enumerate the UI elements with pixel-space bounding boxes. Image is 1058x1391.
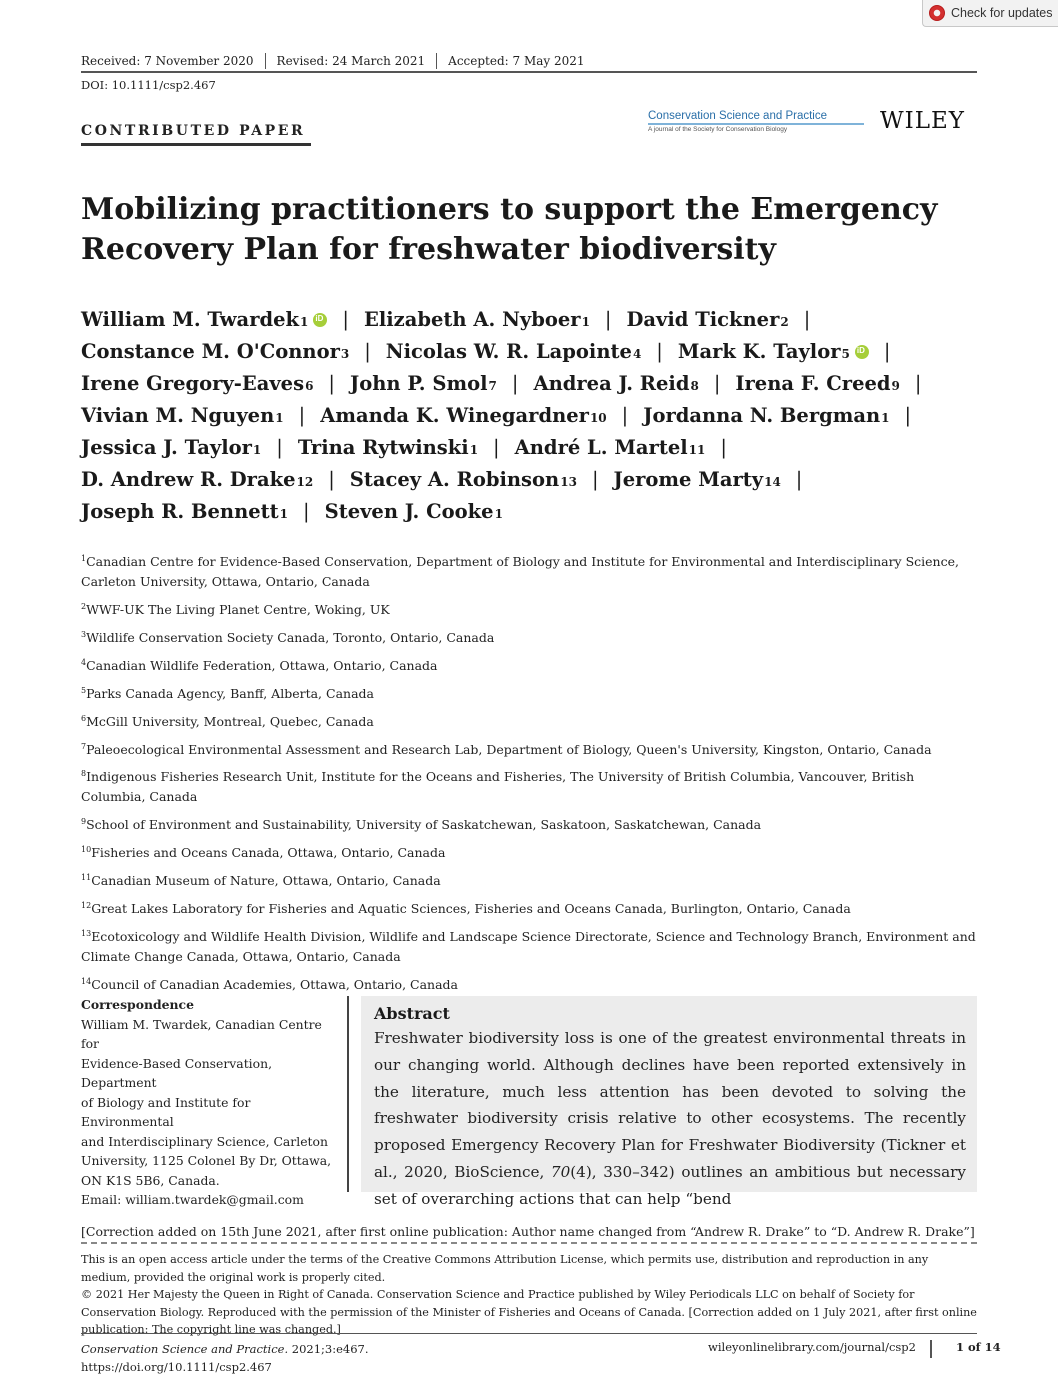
open-access-statement: This is an open access article under the terms of the Creative Commons Attribution License, which permits use, distribution and reproduction in any medium, provided the original work is properly cited. — [81, 1253, 929, 1284]
check-for-updates-label: Check for updates — [951, 6, 1053, 20]
footer-volume: 2021;3:e467. — [288, 1342, 369, 1356]
journal-subtitle: A journal of the Society for Conservation Biology — [648, 126, 788, 133]
column-divider — [347, 996, 349, 1192]
author-affil-ref: 1 — [300, 315, 309, 329]
author-affil-ref: 11 — [688, 443, 706, 457]
author-separator: | — [303, 500, 310, 523]
title-line-2: Recovery Plan for freshwater biodiversity — [81, 232, 776, 267]
affiliation-item — [81, 653, 976, 676]
author-separator: | — [511, 372, 519, 395]
correspondence-email[interactable]: Email: william.twardek@gmail.com — [81, 1192, 304, 1207]
author-name: William M. Twardek — [81, 308, 300, 331]
affiliation-item — [81, 868, 976, 891]
section-label-rule — [81, 143, 311, 146]
author-separator: | — [591, 468, 599, 491]
author-list — [81, 308, 981, 532]
author-affil-ref: 7 — [488, 379, 497, 393]
affiliation-text: Council of Canadian Academies, Ottawa, Ontario, Canada — [91, 976, 458, 992]
affiliation-text: WWF-UK The Living Planet Centre, Woking, UK — [86, 601, 390, 617]
author-separator: | — [713, 372, 721, 395]
footer-rule — [81, 1333, 977, 1334]
affiliation-number: 12 — [81, 901, 92, 911]
affiliation-item — [81, 709, 976, 732]
author-name: Vivian M. Nguyen — [81, 404, 275, 427]
title-line-1: Mobilizing practitioners to support the Emergency — [81, 192, 938, 227]
author-name: David Tickner — [626, 308, 780, 331]
journal-logo — [648, 110, 864, 133]
author-separator: | — [342, 308, 349, 331]
license-block — [81, 1251, 977, 1339]
author-separator: | — [604, 308, 612, 331]
author-affil-ref: 9 — [891, 379, 900, 393]
author-affil-ref: 1 — [494, 507, 503, 521]
author-affil-ref: 8 — [690, 379, 699, 393]
affiliation-item — [81, 972, 976, 995]
article-title — [81, 190, 961, 270]
author-separator: | — [883, 340, 891, 363]
abstract-box — [361, 996, 977, 1208]
affiliation-number: 14 — [81, 976, 92, 986]
abstract-text-part: (4), 330–342) outlines an ambitious but necessary set of overarching actions that can help “bend — [374, 1162, 966, 1208]
footer-citation-line — [81, 1340, 369, 1358]
article-doi[interactable]: DOI: 10.1111/csp2.467 — [81, 78, 216, 92]
affiliation-list — [81, 549, 976, 1000]
correspondence-line: and Interdisciplinary Science, Carleton — [81, 1133, 328, 1149]
affiliation-number: 2 — [81, 601, 87, 611]
footer-citation — [81, 1340, 369, 1376]
revised-date: Revised: 24 March 2021 — [266, 53, 438, 69]
author-affil-ref: 2 — [780, 315, 789, 329]
footer-doi-link[interactable]: https://doi.org/10.1111/csp2.467 — [81, 1360, 272, 1374]
author-separator: | — [364, 340, 371, 363]
author-name: Constance M. O'Connor — [81, 340, 340, 363]
affiliation-number: 4 — [81, 657, 87, 667]
affiliation-text: Paleoecological Environmental Assessment and Research Lab, Department of Biology, Queen's University, Kingston, Ontario, Canada — [86, 741, 932, 757]
crossmark-icon — [929, 5, 945, 21]
author-line — [81, 340, 981, 372]
affiliation-item — [81, 597, 976, 620]
affiliation-number: 13 — [81, 929, 92, 938]
author-name: Jessica J. Taylor — [81, 436, 252, 459]
affiliation-item — [81, 549, 976, 591]
affiliation-text: School of Environment and Sustainability, University of Saskatchewan, Saskatoon, Saskatchewan, Canada — [86, 817, 762, 833]
author-separator: | — [298, 404, 306, 427]
author-separator: | — [656, 340, 663, 363]
affiliation-number: 8 — [81, 769, 87, 779]
affiliation-number: 1 — [81, 554, 87, 563]
header-rule — [81, 71, 977, 73]
affiliation-text: Ecotoxicology and Wildlife Health Division, Wildlife and Landscape Science Directorate, Science and Technology Branch, Environment and Climate Change Canada, Ottawa, Ontario, Canada — [81, 929, 976, 964]
affiliation-text: Indigenous Fisheries Research Unit, Institute for the Oceans and Fisheries, The University of British Columbia, Vancouver, British Columbia, Canada — [81, 769, 915, 805]
author-name: D. Andrew R. Drake — [81, 468, 296, 491]
author-line — [81, 372, 981, 404]
correspondence-line: Evidence-Based Conservation, Department — [81, 1055, 273, 1090]
received-date: Received: 7 November 2020 — [81, 53, 266, 69]
affiliation-number: 3 — [81, 629, 87, 639]
affiliation-item — [81, 737, 976, 760]
affiliation-text: McGill University, Montreal, Quebec, Canada — [86, 713, 374, 729]
author-name: Trina Rytwinski — [297, 436, 469, 459]
author-affil-ref: 1 — [581, 315, 590, 329]
author-name: John P. Smol — [350, 372, 488, 395]
author-line — [81, 436, 981, 468]
author-separator: | — [803, 308, 811, 331]
affiliation-number: 11 — [81, 873, 92, 883]
publisher-logo: WILEY — [880, 108, 965, 134]
abstract-volume: 70 — [550, 1162, 571, 1181]
affiliation-number: 9 — [81, 817, 87, 827]
affiliation-item — [81, 764, 976, 806]
author-affil-ref: 1 — [275, 411, 284, 425]
author-line — [81, 468, 981, 500]
affiliation-text: Canadian Wildlife Federation, Ottawa, Ontario, Canada — [86, 657, 438, 673]
correspondence-line: ON K1S 5B6, Canada. — [81, 1172, 220, 1188]
author-affil-ref: 5 — [841, 347, 850, 361]
author-name: Stacey A. Robinson — [349, 468, 560, 491]
footer-site-link[interactable]: wileyonlinelibrary.com/journal/csp2 — [708, 1340, 932, 1358]
affiliation-text: Canadian Centre for Evidence-Based Conservation, Department of Biology and Institute for Environmental and Interdisciplinary Science, Carleton University, Ottawa, Ontario, Canada — [81, 554, 959, 589]
author-name: Jordanna N. Bergman — [643, 404, 881, 427]
author-name: Elizabeth A. Nyboer — [363, 308, 581, 331]
author-affil-ref: 1 — [881, 411, 890, 425]
author-line — [81, 308, 981, 340]
correspondence-line: of Biology and Institute for Environmental — [81, 1094, 251, 1129]
author-name: Joseph R. Bennett — [81, 500, 279, 523]
author-line — [81, 500, 981, 532]
abstract-text-part: Freshwater biodiversity loss is one of the greatest environmental threats in our changing world. Although declines have been reported extensively in the literature, much less attention has been devoted to solving the freshwater biodiversity crisis relative to other ecosystems. The recently proposed Emergency Recovery Plan for Freshwater Biodiversity (Tickner et al., 2020, BioScience, — [374, 1029, 966, 1181]
author-name: Irena F. Creed — [735, 372, 891, 395]
correction-note: [Correction added on 15th June 2021, after first online publication: Author name changed from “Andrew R. Drake” to “D. Andrew R. Drake”] — [81, 1224, 975, 1239]
affiliation-item — [81, 924, 976, 966]
affiliation-item — [81, 681, 976, 704]
author-separator: | — [328, 468, 335, 491]
journal-logo-bar — [648, 123, 864, 125]
abstract-text — [374, 1025, 966, 1213]
author-separator: | — [621, 404, 629, 427]
author-name: André L. Martel — [514, 436, 688, 459]
affiliation-text: Wildlife Conservation Society Canada, Toronto, Ontario, Canada — [86, 629, 495, 645]
author-separator: | — [914, 372, 922, 395]
author-affil-ref: 1 — [252, 443, 262, 457]
dashed-rule — [81, 1242, 977, 1244]
affiliation-text: Canadian Museum of Nature, Ottawa, Ontario, Canada — [91, 873, 441, 889]
affiliation-number: 10 — [81, 845, 92, 855]
affiliation-number: 7 — [81, 741, 87, 751]
author-affil-ref: 13 — [560, 475, 577, 489]
author-affil-ref: 14 — [764, 475, 781, 489]
author-affil-ref: 4 — [632, 347, 642, 361]
author-affil-ref: 1 — [469, 443, 479, 457]
correspondence-line: University, 1125 Colonel By Dr, Ottawa, — [81, 1153, 332, 1168]
author-name: Jerome Marty — [613, 468, 764, 491]
affiliation-number: 5 — [81, 685, 87, 695]
correspondence-heading: Correspondence — [81, 997, 194, 1012]
affiliation-item — [81, 896, 976, 919]
author-affil-ref: 1 — [279, 507, 289, 521]
footer-journal: Conservation Science and Practice. — [81, 1342, 289, 1356]
author-separator: | — [904, 404, 912, 427]
accepted-date: Accepted: 7 May 2021 — [448, 54, 585, 68]
section-label: CONTRIBUTED PAPER — [81, 123, 306, 139]
affiliation-text: Great Lakes Laboratory for Fisheries and Aquatic Sciences, Fisheries and Oceans Canada, Burlington, Ontario, Canada — [91, 901, 851, 917]
affiliation-text: Fisheries and Oceans Canada, Ottawa, Ontario, Canada — [91, 845, 446, 861]
copyright-statement: © 2021 Her Majesty the Queen in Right of Canada. Conservation Science and Practice published by Wiley Periodicals LLC on behalf of Society for Conservation Biology. Reproduced with the permission of the Minister of Fisheries and Oceans of Canada. [Correction added on 1 July 2021, after first online publication: The copyright line was changed.] — [81, 1288, 977, 1336]
author-name: Andrea J. Reid — [533, 372, 690, 395]
author-affil-ref: 6 — [305, 379, 314, 393]
affiliation-number: 6 — [81, 713, 87, 723]
author-separator: | — [720, 436, 727, 459]
article-dates — [81, 53, 596, 69]
author-affil-ref: 12 — [296, 475, 314, 489]
author-name: Mark K. Taylor — [677, 340, 841, 363]
check-for-updates-button[interactable] — [922, 0, 1058, 27]
affiliation-text: Parks Canada Agency, Banff, Alberta, Canada — [86, 685, 374, 701]
author-separator: | — [328, 372, 335, 395]
orcid-icon[interactable] — [855, 345, 869, 359]
author-name: Steven J. Cooke — [324, 500, 494, 523]
author-separator: | — [493, 436, 500, 459]
author-line — [81, 404, 981, 436]
affiliation-item — [81, 840, 976, 863]
affiliation-item — [81, 812, 976, 835]
author-name: Amanda K. Winegardner — [320, 404, 589, 427]
abstract-heading: Abstract — [374, 1004, 450, 1023]
author-name: Nicolas W. R. Lapointe — [385, 340, 632, 363]
footer-right — [708, 1340, 1001, 1358]
author-separator: | — [276, 436, 283, 459]
correspondence-line: William M. Twardek, Canadian Centre for — [81, 1016, 322, 1051]
page-number: 1 of 14 — [955, 1340, 1001, 1354]
orcid-icon[interactable] — [313, 313, 327, 327]
author-separator: | — [795, 468, 803, 491]
author-affil-ref: 3 — [340, 347, 350, 361]
author-name: Irene Gregory-Eaves — [81, 372, 305, 395]
journal-name: Conservation Science and Practice — [648, 110, 827, 122]
correspondence-block — [81, 995, 336, 1210]
affiliation-item — [81, 625, 976, 648]
author-affil-ref: 10 — [589, 411, 607, 425]
